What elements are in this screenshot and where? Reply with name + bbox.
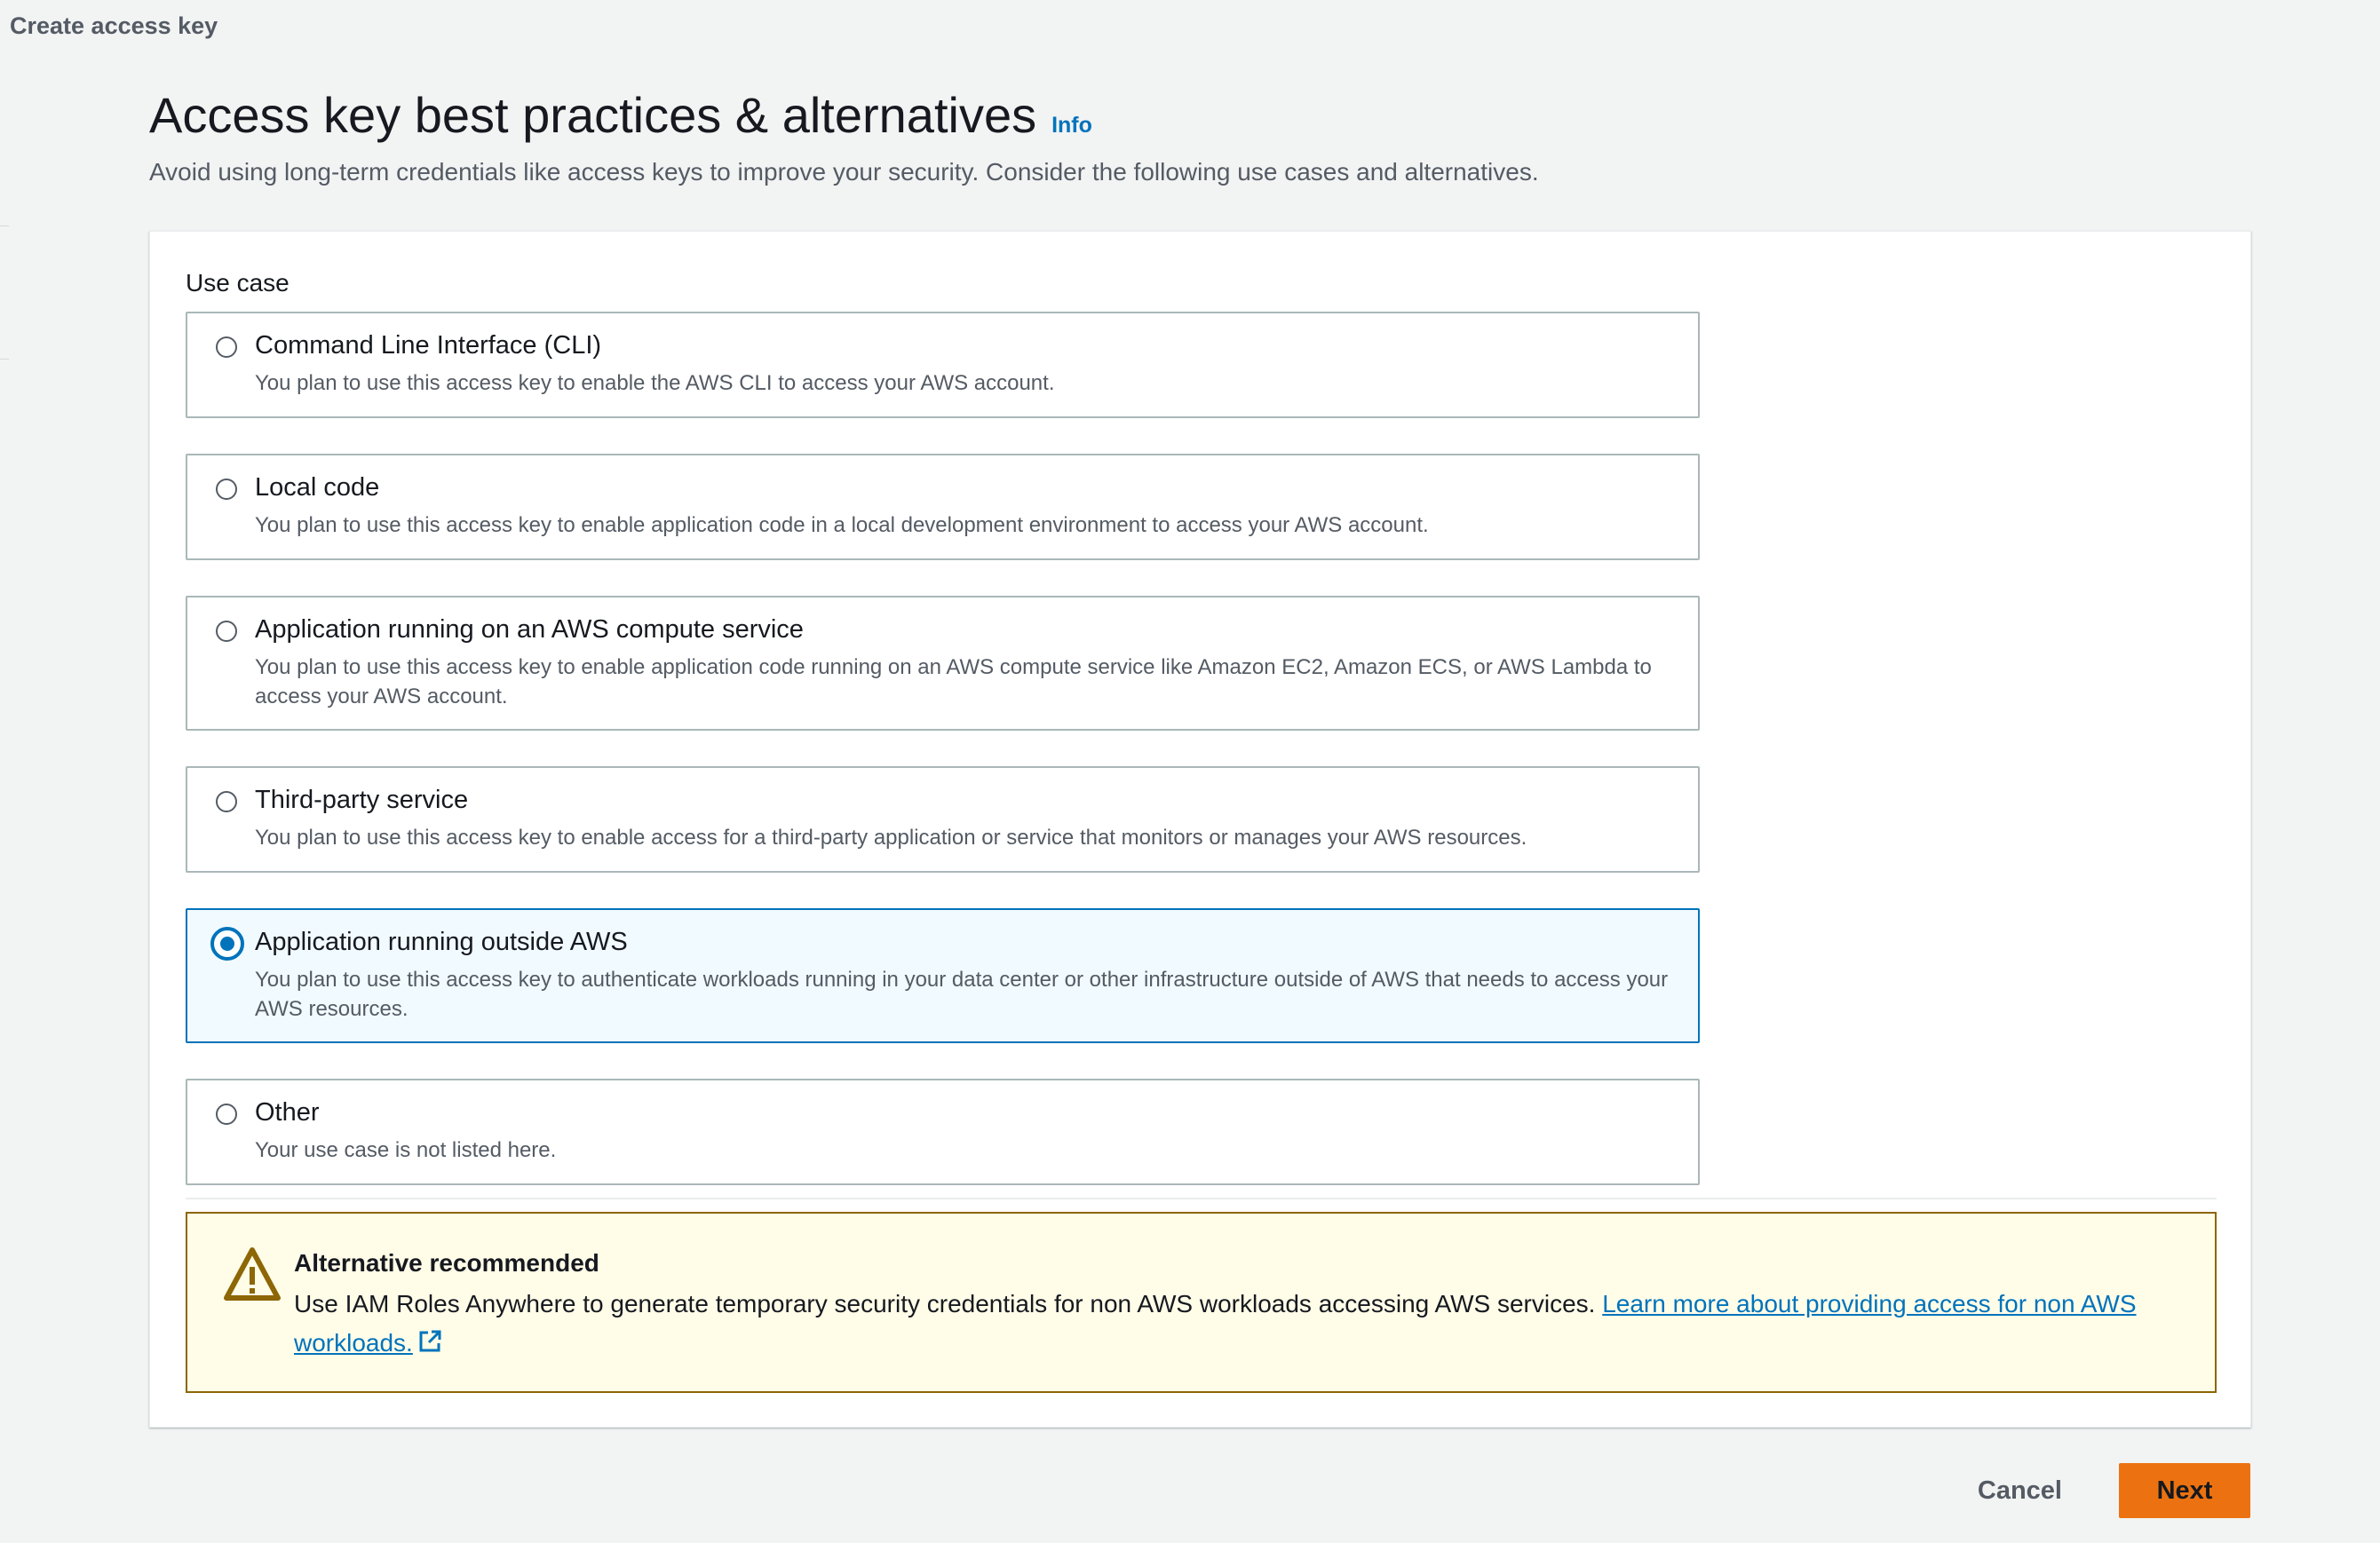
radio-button-selected[interactable] — [210, 927, 244, 961]
option-description: You plan to use this access key to enable access for a third-party application or service that monitors or manages your AWS resources. — [255, 826, 1527, 850]
option-description: You plan to use this access key to enable application code in a local development environment to access your AWS account. — [255, 513, 1429, 537]
radio-button[interactable] — [216, 791, 237, 812]
radio-button[interactable] — [216, 1104, 237, 1125]
option-third-party[interactable] — [186, 766, 1700, 873]
alert-title: Alternative recommended — [294, 1249, 599, 1277]
option-cli[interactable] — [186, 312, 1700, 418]
radio-button[interactable] — [216, 479, 237, 500]
alert-body — [294, 1285, 2168, 1363]
option-title: Command Line Interface (CLI) — [255, 331, 602, 360]
alternative-alert — [186, 1212, 2217, 1393]
option-title: Third-party service — [255, 786, 469, 814]
cancel-button[interactable]: Cancel — [1955, 1463, 2085, 1518]
option-description: You plan to use this access key to enable application code running on an AWS compute service like Amazon EC2, Amazon ECS, or AWS Lambda to access your AWS account. — [255, 655, 1652, 708]
warning-icon — [223, 1246, 282, 1304]
alert-text: Use IAM Roles Anywhere to generate temporary security credentials for non AWS workloads accessing AWS services. — [294, 1290, 1603, 1317]
page-subtitle: Avoid using long-term credentials like access keys to improve your security. Consider the following use cases and alternatives. — [149, 158, 1539, 186]
use-case-panel — [149, 231, 2251, 1428]
option-description: You plan to use this access key to enable the AWS CLI to access your AWS account. — [255, 371, 1055, 395]
info-link[interactable]: Info — [1051, 113, 1092, 138]
external-link-icon — [416, 1328, 443, 1355]
option-title: Other — [255, 1098, 320, 1127]
option-description: You plan to use this access key to authenticate workloads running in your data center or other infrastructure outside of AWS that needs to access your AWS resources. — [255, 968, 1669, 1021]
option-outside-aws[interactable] — [186, 908, 1700, 1043]
option-description: Your use case is not listed here. — [255, 1138, 557, 1162]
edge-divider — [0, 359, 9, 360]
next-button[interactable]: Next — [2119, 1463, 2250, 1518]
breadcrumb[interactable]: Create access key — [10, 12, 218, 39]
learn-more-link-text: Learn more about providing access for non AWS workloads. — [294, 1290, 2137, 1357]
radio-button[interactable] — [216, 336, 237, 358]
option-aws-compute[interactable] — [186, 596, 1700, 731]
page-header — [149, 85, 1539, 186]
option-local-code[interactable] — [186, 454, 1700, 560]
divider — [186, 1198, 2217, 1199]
radio-button[interactable] — [216, 621, 237, 642]
option-title: Local code — [255, 473, 380, 502]
page-title: Access key best practices & alternatives — [149, 87, 1037, 143]
option-title: Application running outside AWS — [255, 928, 628, 956]
option-other[interactable] — [186, 1079, 1700, 1185]
option-title: Application running on an AWS compute service — [255, 615, 804, 644]
footer-actions — [1955, 1463, 2250, 1518]
use-case-label: Use case — [186, 269, 290, 297]
